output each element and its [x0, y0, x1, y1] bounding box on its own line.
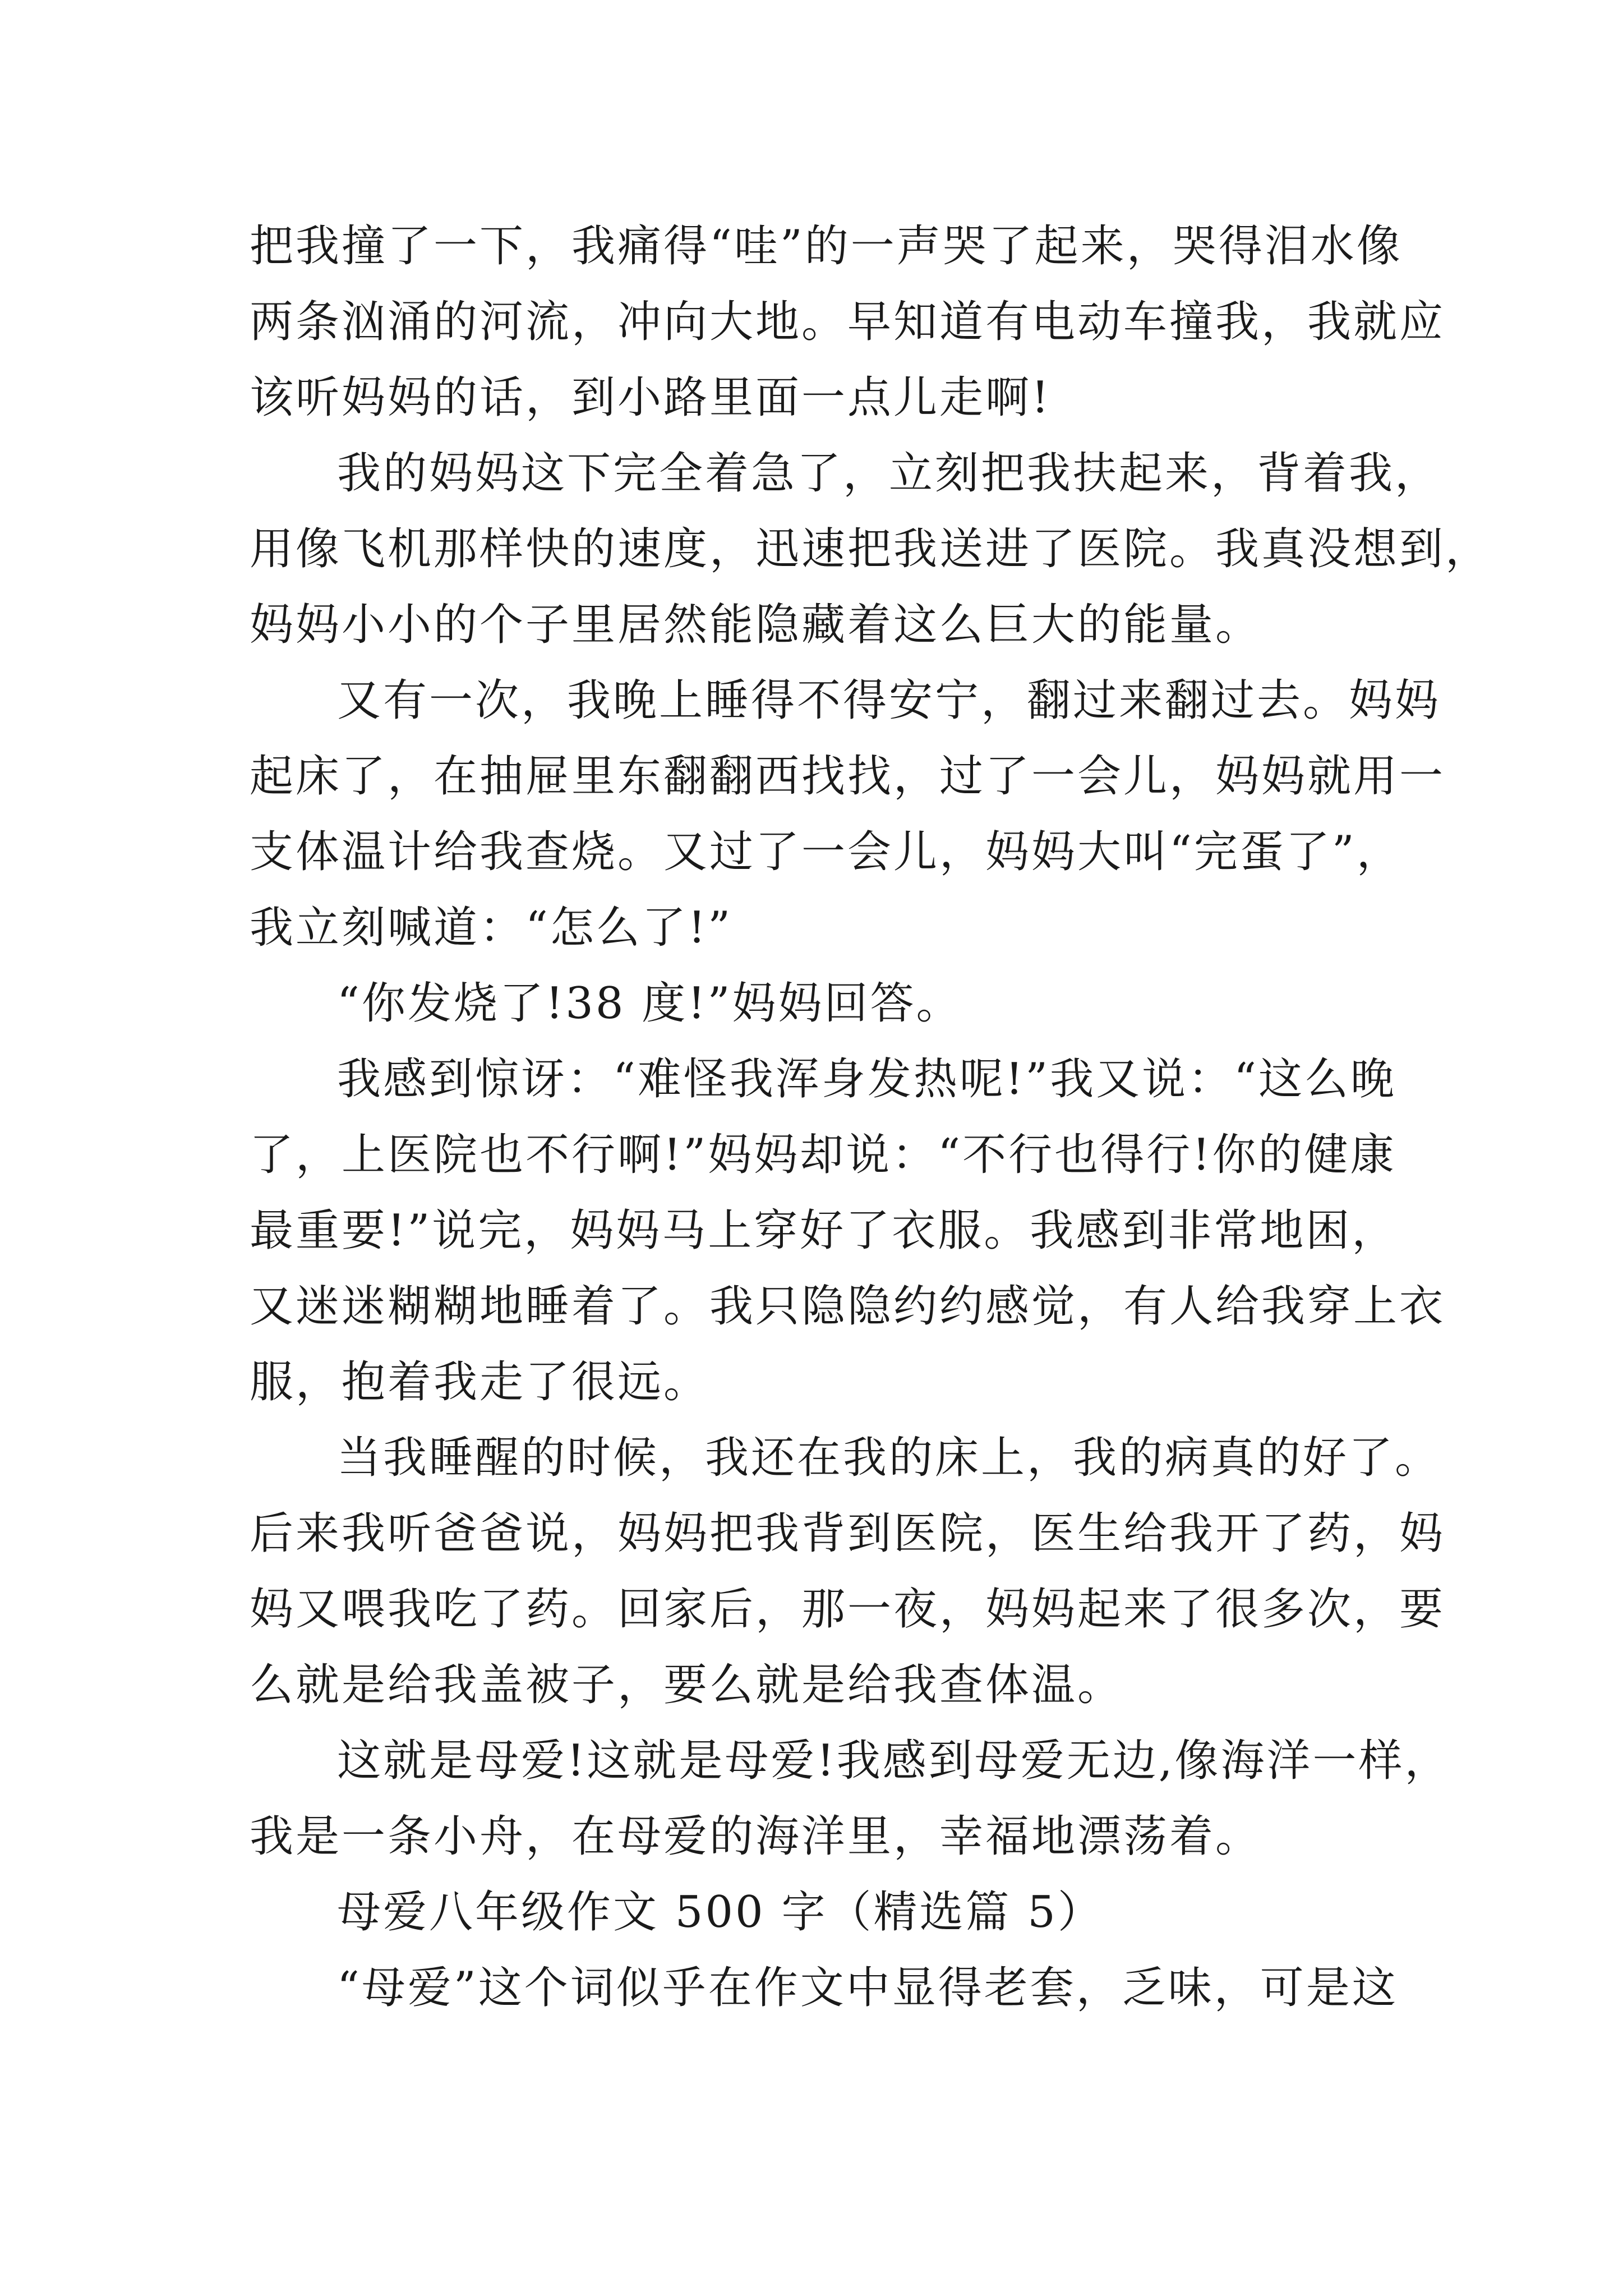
paragraph-start-line: 当我睡醒的时候，我还在我的床上，我的病真的好了。: [337, 1433, 1441, 1483]
text-line: 么就是给我盖被子，要么就是给我查体温。: [250, 1660, 1124, 1710]
text-line: 又迷迷糊糊地睡着了。我只隐隐约约感觉，有人给我穿上衣: [250, 1281, 1446, 1332]
paragraph-start-line: 这就是母爱!这就是母爱!我感到母爱无边,像海洋一样，: [337, 1736, 1451, 1786]
paragraph-start-line: 我感到惊讶：“难怪我浑身发热呢!”我又说：“这么晚: [337, 1054, 1396, 1105]
paragraph-start-line: 又有一次，我晚上睡得不得安宁，翻过来翻过去。妈妈: [337, 675, 1441, 726]
text-line: 了，上医院也不行啊!”妈妈却说：“不行也得行!你的健康: [250, 1130, 1396, 1180]
paragraph-start-line: 我的妈妈这下完全着急了，立刻把我扶起来，背着我，: [337, 448, 1441, 499]
text-line: 用像飞机那样快的速度，迅速把我送进了医院。我真没想到，: [250, 524, 1492, 574]
text-line: 我立刻喊道：“怎么了!”: [250, 903, 733, 953]
body-text: [250, 209, 1492, 2026]
text-line: 妈妈小小的个子里居然能隐藏着这么巨大的能量。: [250, 600, 1262, 650]
paragraph-start-line: “母爱”这个词似乎在作文中显得老套，乏味，可是这: [337, 1963, 1398, 2013]
text-line: 两条汹涌的河流，冲向大地。早知道有电动车撞我，我就应: [250, 297, 1446, 347]
text-line: 该听妈妈的话，到小路里面一点儿走啊!: [250, 372, 1052, 423]
section-heading: 母爱八年级作文 500 字（精选篇 5）: [337, 1887, 1104, 1938]
text-line: 最重要!”说完，妈妈马上穿好了衣服。我感到非常地困，: [250, 1205, 1398, 1256]
text-line: 妈又喂我吃了药。回家后，那一夜，妈妈起来了很多次，要: [250, 1584, 1446, 1635]
paragraph-start-line: “你发烧了!38 度!”妈妈回答。: [337, 978, 962, 1029]
text-line: 后来我听爸爸说，妈妈把我背到医院，医生给我开了药，妈: [250, 1508, 1446, 1559]
text-line: 服，抱着我走了很远。: [250, 1357, 710, 1407]
text-line: 把我撞了一下，我痛得“哇”的一声哭了起来，哭得泪水像: [250, 221, 1403, 272]
text-line: 我是一条小舟，在母爱的海洋里，幸福地漂荡着。: [250, 1811, 1262, 1862]
text-line: 支体温计给我查烧。又过了一会儿，妈妈大叫“完蛋了”，: [250, 827, 1403, 877]
text-line: 起床了，在抽屉里东翻翻西找找，过了一会儿，妈妈就用一: [250, 751, 1446, 802]
